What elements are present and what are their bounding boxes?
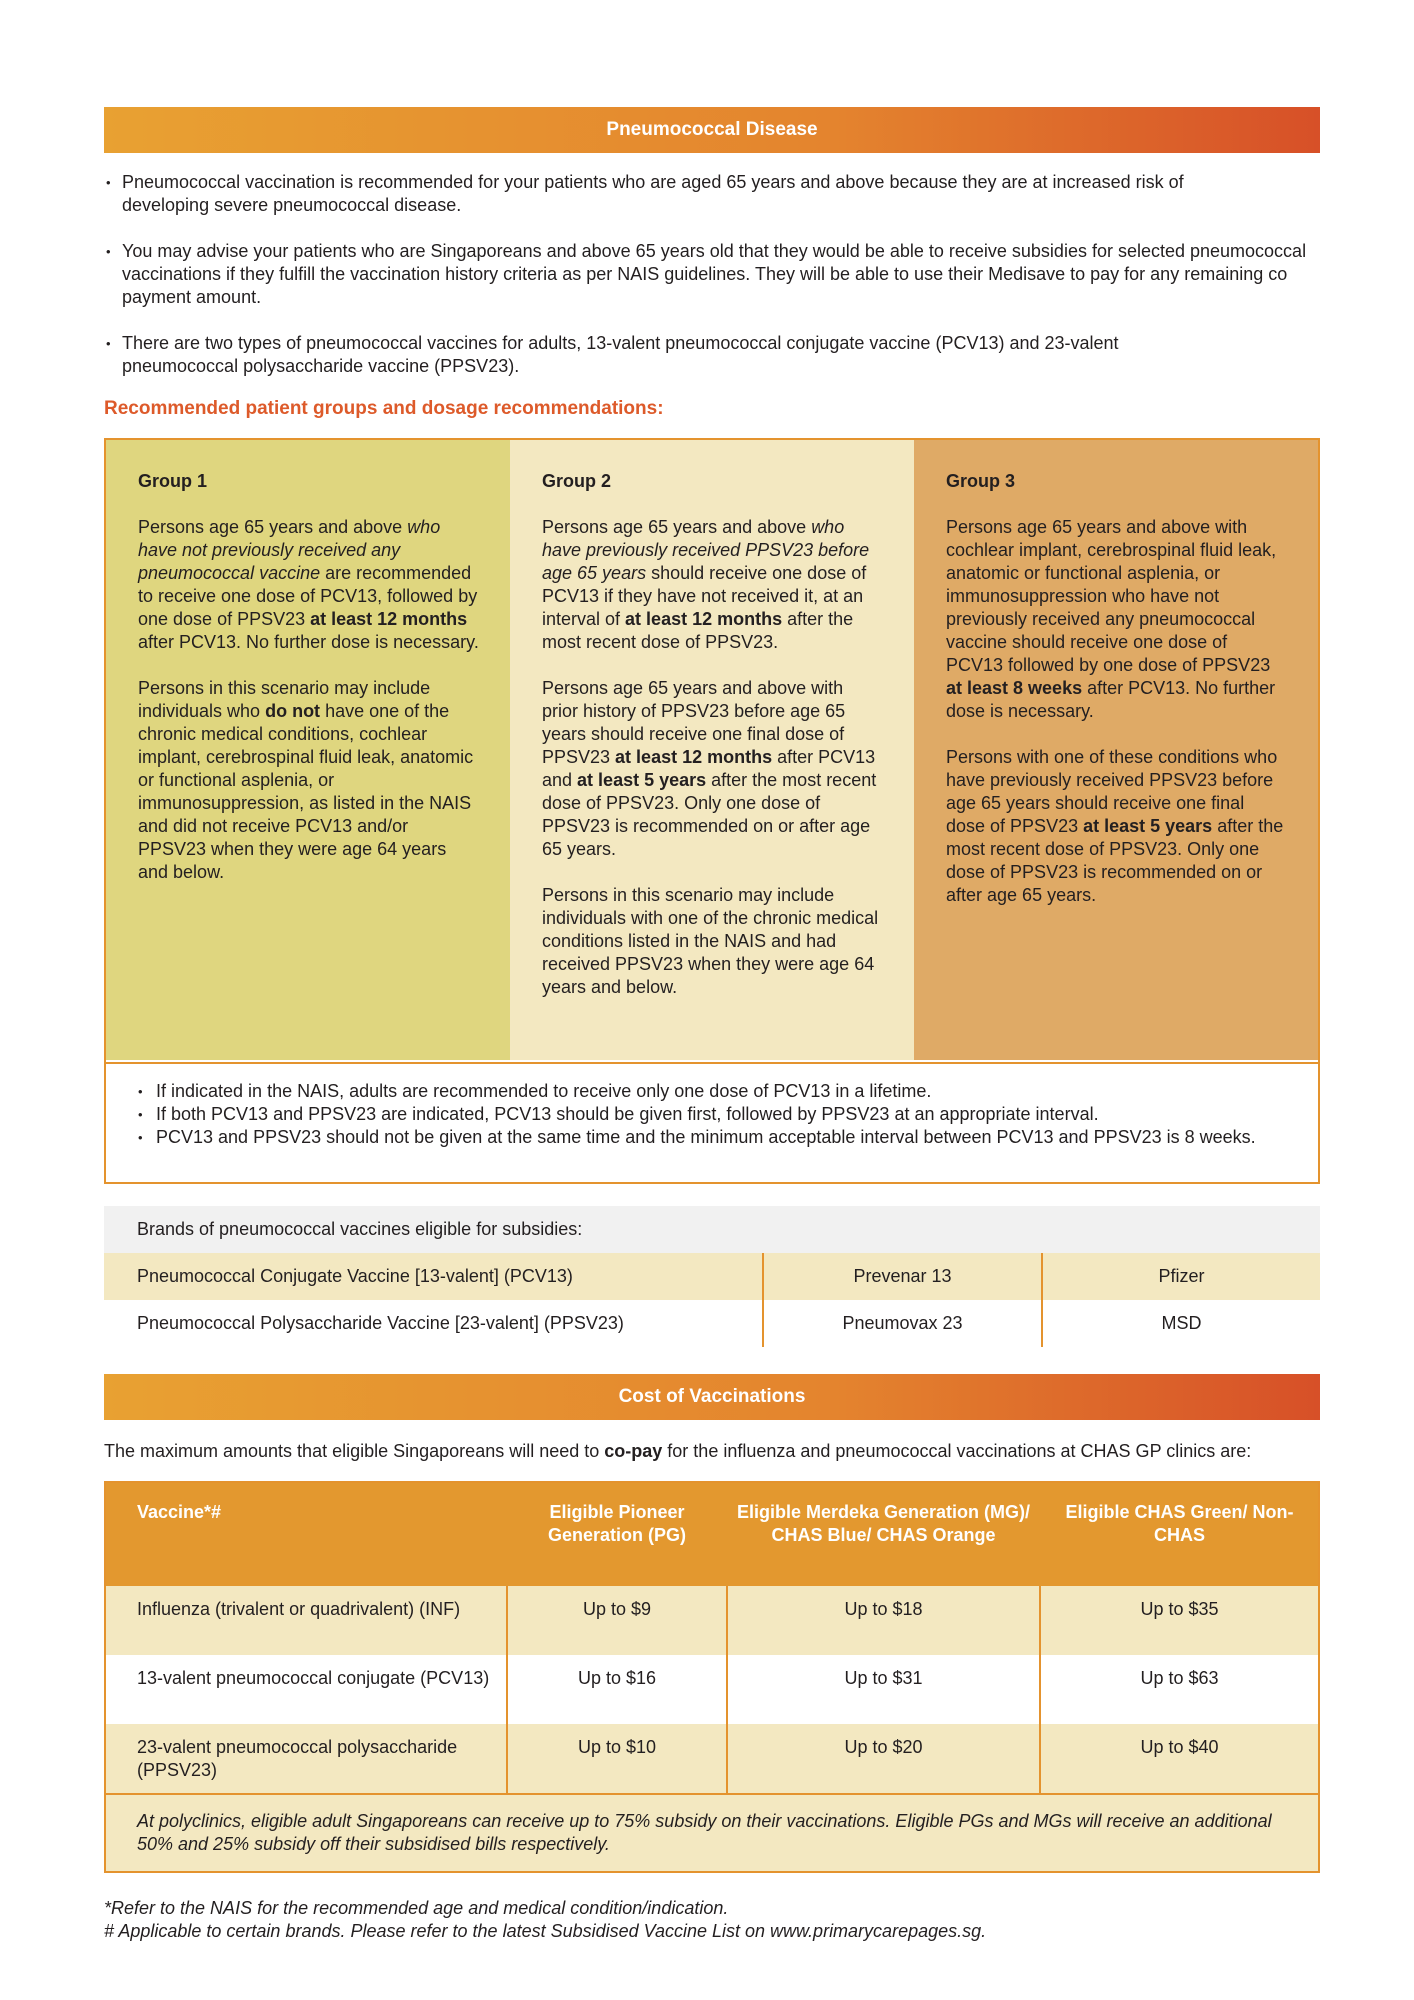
vaccine-cell: 23-valent pneumococcal polysaccharide (PPSV23) (137, 1737, 458, 1780)
price-cell: Up to $31 (726, 1655, 1039, 1724)
vaccine-name: Pneumococcal Polysaccharide Vaccine [23-valent] (PPSV23) (137, 1313, 624, 1333)
footnote: # Applicable to certain brands. Please refer to the latest Subsidised Vaccine List on www.primarycarepages.sg. (104, 1921, 987, 1941)
manufacturer: MSD (1041, 1300, 1320, 1347)
group-1-column (106, 440, 510, 1060)
table-header-row (106, 1483, 1318, 1586)
footnote: *Refer to the NAIS for the recommended age and medical condition/indication. (104, 1898, 729, 1918)
brand-name: Pneumovax 23 (762, 1300, 1041, 1347)
manufacturer: Pfizer (1041, 1253, 1320, 1300)
group-title: Group 3 (946, 471, 1016, 491)
table-row (106, 1655, 1318, 1724)
pneumococcal-disease-banner (104, 107, 1320, 153)
group-2-column (510, 440, 914, 1060)
price-cell: Up to $18 (726, 1586, 1039, 1655)
price-cell: Up to $35 (1039, 1586, 1318, 1655)
table-row (106, 1724, 1318, 1793)
group-paragraph: Persons in this scenario may include individuals who do not have one of the chronic medical conditions, cochlear implant, cerebrospinal fluid leak, anatomic or functional asplenia, or immunosuppression, as listed in the NAIS and did not receive PCV13 and/or PPSV23 when they were age 64 years and below. (138, 678, 474, 882)
price-cell: Up to $9 (506, 1586, 726, 1655)
group-3-column (914, 440, 1318, 1060)
price-cell: Up to $10 (506, 1724, 726, 1793)
bullet-item: • There are two types of pneumococcal vaccines for adults, 13-valent pneumococcal conjugate vaccine (PCV13) and 23-valent pneumococcal polysaccharide vaccine (PPSV23). (104, 332, 1214, 378)
group-title: Group 2 (542, 471, 612, 491)
group-title: Group 1 (138, 471, 208, 491)
column-header: Vaccine*# (137, 1502, 222, 1522)
bullet-item: • You may advise your patients who are Singaporeans and above 65 years old that they would be able to receive subsidies for selected pneumococcal vaccinations if they fulfill the vaccination history criteria as per NAIS guidelines. They will be able to use their Medisave to pay for any remaining co payment amount. (104, 240, 1320, 309)
note-item: • If indicated in the NAIS, adults are recommended to receive only one dose of PCV13 in a lifetime. (138, 1080, 1286, 1103)
dosage-notes (106, 1062, 1318, 1149)
intro-bullets (104, 171, 1320, 401)
vaccine-cell: 13-valent pneumococcal conjugate (PCV13) (137, 1668, 490, 1688)
column-header: Eligible Pioneer Generation (PG) (506, 1483, 726, 1586)
note-item: • If both PCV13 and PPSV23 are indicated, PCV13 should be given first, followed by PPSV23 at an appropriate interval. (138, 1103, 1286, 1126)
group-paragraph: Persons with one of these conditions who have previously received PPSV23 before age 65 years should receive one final dose of PPSV23 at least 5 years after the most recent dose of PPSV23. Only one dose of PPSV23 is recommended on or after age 65 years. (946, 747, 1284, 905)
cost-table (104, 1481, 1320, 1873)
group-paragraph: Persons age 65 years and above who have previously received PPSV23 before age 65 years should receive one dose of PCV13 if they have not received it, at an interval of at least 12 months after the most recent dose of PPSV23. (542, 517, 870, 652)
page-footnotes (104, 1897, 986, 1943)
brand-name: Prevenar 13 (762, 1253, 1041, 1300)
group-paragraph: Persons in this scenario may include individuals with one of the chronic medical conditions listed in the NAIS and had received PPSV23 when they were age 64 years and below. (542, 885, 879, 997)
group-paragraph: Persons age 65 years and above with cochlear implant, cerebrospinal fluid leak, anatomic or functional asplenia, or immunosuppression who have not previously received any pneumococcal vaccine should receive one dose of PCV13 followed by one dose of PPSV23 at least 8 weeks after PCV13. No further dose is necessary. (946, 517, 1277, 721)
price-cell: Up to $63 (1039, 1655, 1318, 1724)
cost-of-vaccinations-banner (104, 1374, 1320, 1420)
patient-groups-panel (104, 438, 1320, 1184)
column-header: Eligible Merdeka Generation (MG)/ CHAS Blue/ CHAS Orange (726, 1483, 1039, 1586)
table-row (104, 1253, 1320, 1300)
banner-title: Cost of Vaccinations (618, 1386, 806, 1407)
column-header: Eligible CHAS Green/ Non-CHAS (1039, 1483, 1318, 1586)
bullet-item: • Pneumococcal vaccination is recommended for your patients who are aged 65 years and above because they are at increased risk of developing severe pneumococcal disease. (104, 171, 1214, 217)
group-paragraph: Persons age 65 years and above with prior history of PPSV23 before age 65 years should receive one final dose of PPSV23 at least 12 months after PCV13 and at least 5 years after the most recent dose of PPSV23. Only one dose of PPSV23 is recommended on or after age 65 years. (542, 678, 877, 859)
table-row (106, 1586, 1318, 1655)
banner-title: Pneumococcal Disease (606, 119, 818, 140)
price-cell: Up to $40 (1039, 1724, 1318, 1793)
brands-table (104, 1206, 1320, 1347)
price-cell: Up to $20 (726, 1724, 1039, 1793)
group-paragraph: Persons age 65 years and above who have not previously received any pneumococcal vaccine are recommended to receive one dose of PCV13, followed by one dose of PPSV23 at least 12 months after PCV13. No further dose is necessary. (138, 517, 479, 652)
brands-header: Brands of pneumococcal vaccines eligible for subsidies: (104, 1206, 1320, 1253)
cost-intro-text: The maximum amounts that eligible Singaporeans will need to co-pay for the influenza and pneumococcal vaccinations at CHAS GP clinics are: (104, 1441, 1252, 1461)
vaccine-name: Pneumococcal Conjugate Vaccine [13-valent] (PCV13) (137, 1266, 573, 1286)
price-cell: Up to $16 (506, 1655, 726, 1724)
note-item: • PCV13 and PPSV23 should not be given at the same time and the minimum acceptable interval between PCV13 and PPSV23 is 8 weeks. (138, 1126, 1286, 1149)
polyclinic-subsidy-note: At polyclinics, eligible adult Singaporeans can receive up to 75% subsidy on their vaccinations. Eligible PGs and MGs will receive an additional 50% and 25% subsidy off their subsidised bills respectively. (106, 1793, 1318, 1871)
recommended-groups-heading: Recommended patient groups and dosage recommendations: (104, 398, 664, 419)
vaccine-cell: Influenza (trivalent or quadrivalent) (INF) (137, 1599, 461, 1619)
table-row (104, 1300, 1320, 1347)
